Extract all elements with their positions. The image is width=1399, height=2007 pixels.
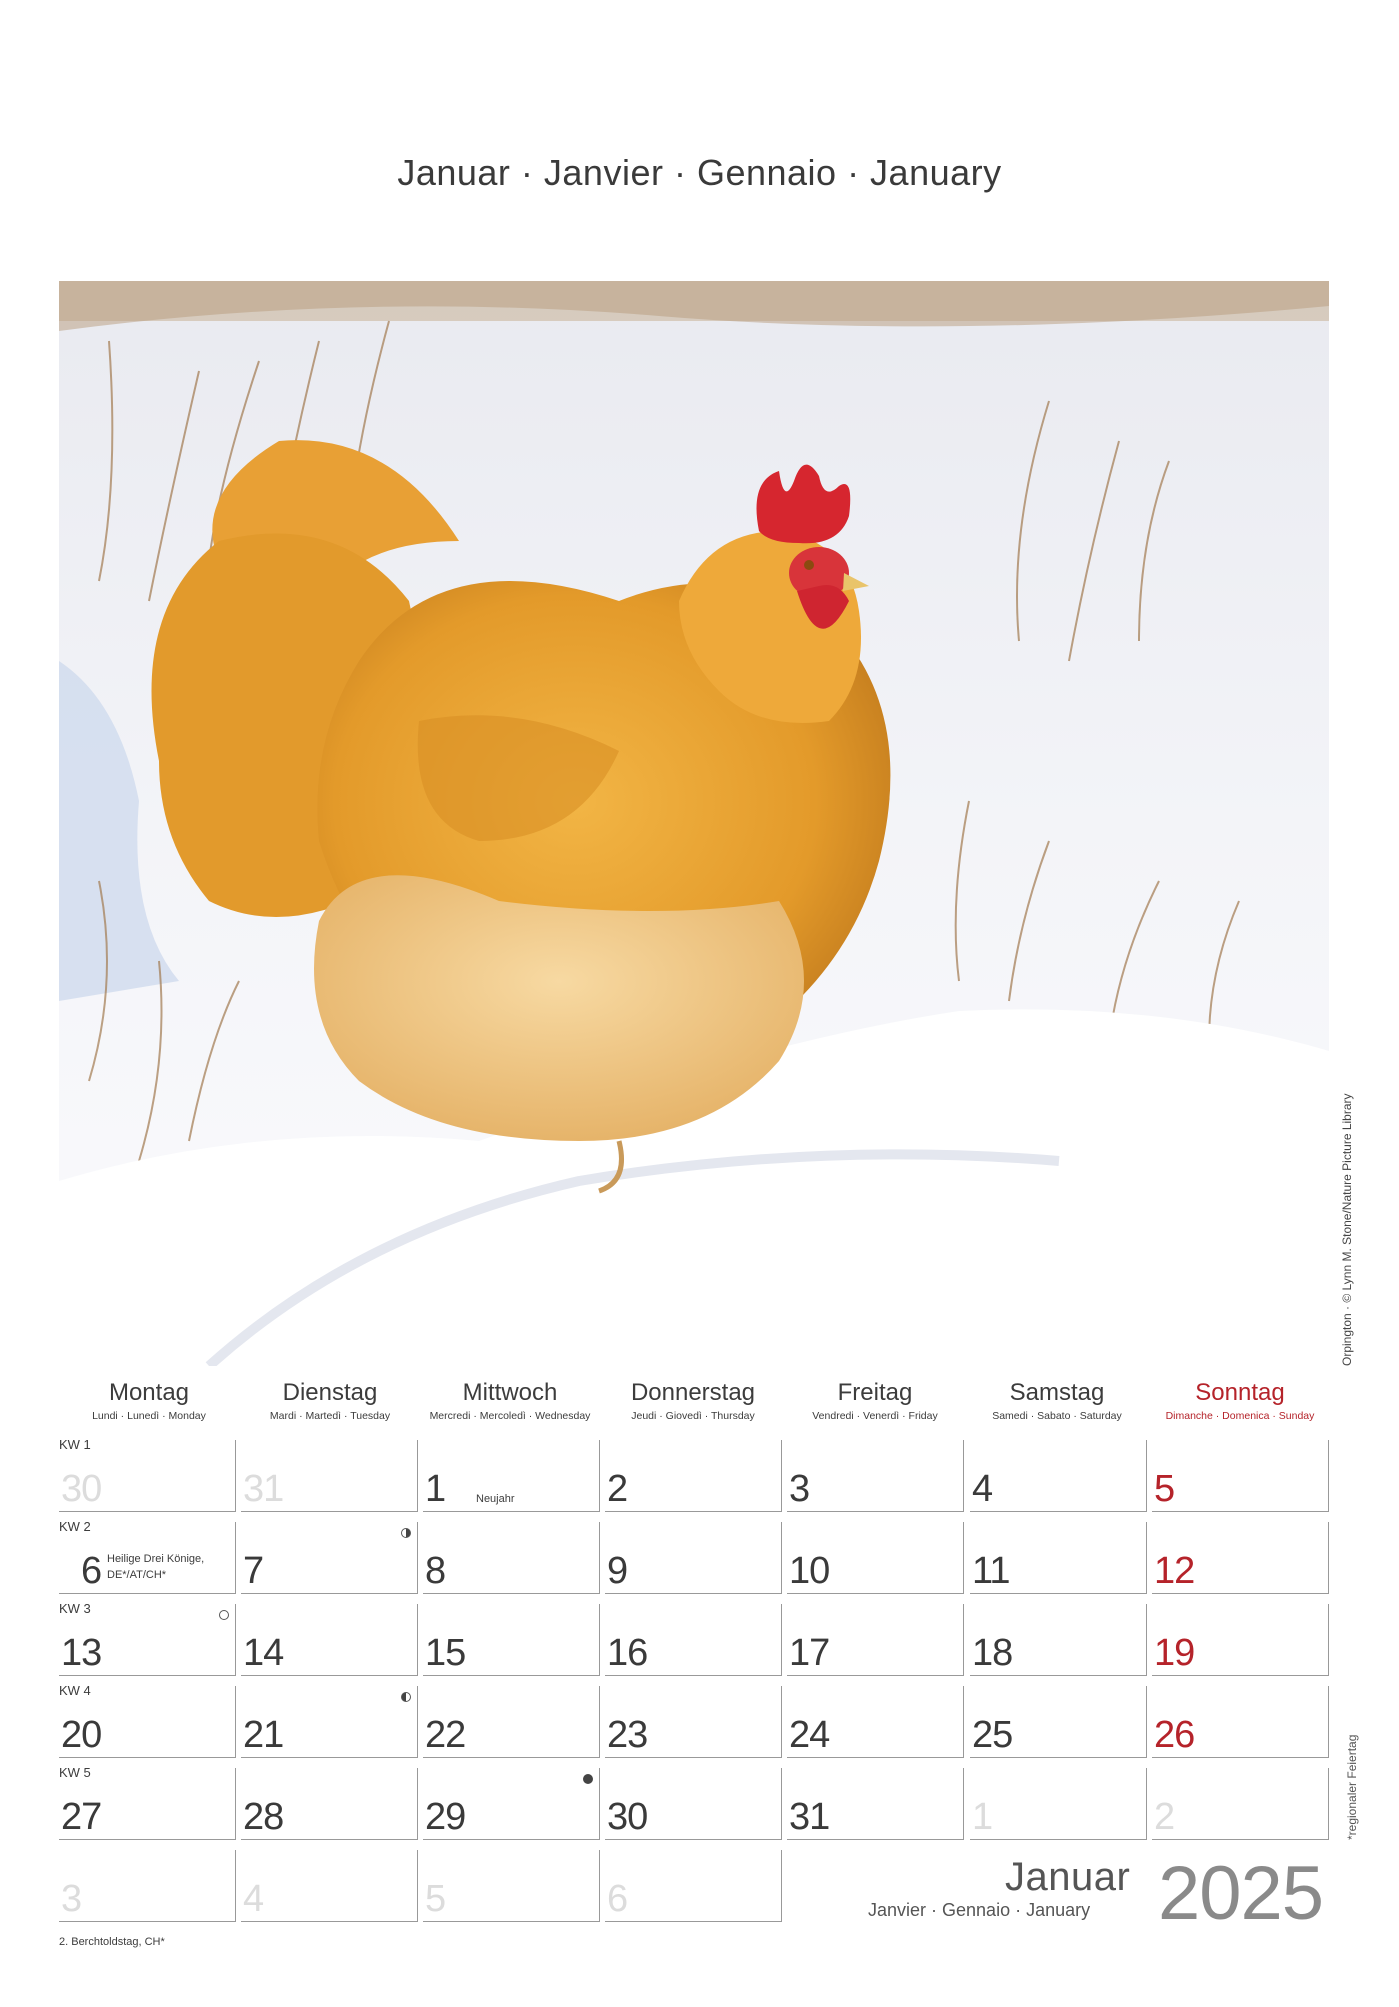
- day-cell: [605, 1686, 782, 1758]
- photo-credit: Orpington · © Lynn M. Stone/Nature Picture Library: [1340, 1093, 1354, 1366]
- day-number: 13: [61, 1632, 102, 1674]
- day-cell: [1152, 1604, 1329, 1676]
- regional-holiday-note: *regionaler Feiertag: [1345, 1734, 1359, 1840]
- weekday-translations: Dimanche · Domenica · Sunday: [1165, 1410, 1315, 1422]
- footer-month: Januar: [1005, 1855, 1131, 1899]
- weekday-label: Samstag: [1009, 1379, 1105, 1406]
- day-cell: [1152, 1686, 1329, 1758]
- day-cell: [241, 1768, 418, 1840]
- day-number: 5: [425, 1878, 446, 1920]
- day-number: 3: [789, 1468, 810, 1510]
- rooster-illustration: [59, 281, 1329, 1366]
- calendar-week-label: KW 5: [59, 1765, 91, 1780]
- day-cell: [423, 1768, 600, 1840]
- day-number: 30: [61, 1468, 102, 1510]
- day-cell: [787, 1522, 964, 1594]
- day-number: 4: [243, 1878, 264, 1920]
- day-number: 22: [425, 1714, 466, 1756]
- day-cell: [787, 1686, 964, 1758]
- day-number: 16: [607, 1632, 648, 1674]
- day-cell: [423, 1850, 600, 1922]
- weekday-translations: Vendredi · Venerdì · Friday: [812, 1410, 938, 1422]
- day-number: 14: [243, 1632, 284, 1674]
- day-number: 3: [61, 1878, 82, 1920]
- day-cell: [605, 1604, 782, 1676]
- day-cell: [787, 1768, 964, 1840]
- weekday-thursday: [603, 1378, 783, 1422]
- day-cell: [59, 1440, 236, 1512]
- day-cell: [605, 1768, 782, 1840]
- calendar-week-label: KW 2: [59, 1519, 91, 1534]
- day-number: 6: [607, 1878, 628, 1920]
- day-number: 24: [789, 1714, 830, 1756]
- weekday-wednesday: [420, 1378, 600, 1422]
- day-cell: [970, 1768, 1147, 1840]
- weekday-tuesday: [240, 1378, 420, 1422]
- day-number: 8: [425, 1550, 446, 1592]
- day-cell: [241, 1686, 418, 1758]
- day-number: 26: [1154, 1714, 1195, 1756]
- day-number: 12: [1154, 1550, 1195, 1592]
- weekday-label: Sonntag: [1195, 1379, 1285, 1406]
- day-number: 1: [972, 1796, 993, 1838]
- day-cell: [241, 1522, 418, 1594]
- footer-month-translations: Janvier · Gennaio · January: [868, 1900, 1091, 1920]
- day-cell: [970, 1604, 1147, 1676]
- weekday-translations: Jeudi · Giovedì · Thursday: [631, 1410, 755, 1422]
- holiday-label: Heilige Drei Könige,: [107, 1553, 205, 1565]
- day-number: 27: [61, 1796, 102, 1838]
- day-number: 6: [81, 1550, 102, 1592]
- rooster-photo: [59, 281, 1329, 1366]
- calendar-week-label: KW 4: [59, 1683, 91, 1698]
- day-cell: [59, 1522, 236, 1594]
- day-cell: [423, 1440, 600, 1512]
- day-cell: [241, 1850, 418, 1922]
- new-moon-icon: [583, 1774, 593, 1784]
- day-number: 18: [972, 1632, 1013, 1674]
- day-cell: [59, 1850, 236, 1922]
- holiday-label: Neujahr: [476, 1493, 515, 1505]
- weekday-label: Montag: [108, 1379, 190, 1406]
- full-moon-icon: [219, 1610, 229, 1620]
- day-cell: [1152, 1768, 1329, 1840]
- day-cell: [605, 1850, 782, 1922]
- day-cell: [1152, 1522, 1329, 1594]
- day-cell: [1152, 1440, 1329, 1512]
- day-number: 11: [972, 1550, 1010, 1592]
- page-title: Januar · Janvier · Gennaio · January: [397, 152, 1002, 193]
- day-cell: [970, 1440, 1147, 1512]
- day-number: 31: [789, 1796, 830, 1838]
- day-number: 15: [425, 1632, 466, 1674]
- day-cell: [423, 1604, 600, 1676]
- day-number: 2: [1154, 1796, 1175, 1838]
- day-cell: [423, 1522, 600, 1594]
- day-cell: [787, 1440, 964, 1512]
- day-number: 31: [243, 1468, 284, 1510]
- calendar-week-label: KW 3: [59, 1601, 91, 1616]
- weekday-monday: [59, 1378, 239, 1422]
- weekday-translations: Mardi · Martedì · Tuesday: [269, 1410, 391, 1422]
- day-cell: [970, 1686, 1147, 1758]
- day-number: 2: [607, 1468, 628, 1510]
- weekday-translations: Samedi · Sabato · Saturday: [992, 1410, 1122, 1422]
- footer-year: 2025: [1158, 1851, 1324, 1936]
- weekday-saturday: [967, 1378, 1147, 1422]
- day-number: 1: [425, 1468, 446, 1510]
- day-cell: [241, 1440, 418, 1512]
- day-cell: [605, 1522, 782, 1594]
- day-number: 30: [607, 1796, 648, 1838]
- day-number: 20: [61, 1714, 102, 1756]
- day-cell: [970, 1522, 1147, 1594]
- weekday-translations: Mercredi · Mercoledì · Wednesday: [429, 1410, 591, 1422]
- last-quarter-moon-icon: [401, 1692, 411, 1702]
- day-number: 17: [789, 1632, 830, 1674]
- weekday-sunday: [1150, 1378, 1330, 1422]
- day-number: 4: [972, 1468, 993, 1510]
- weekday-translations: Lundi · Lunedì · Monday: [92, 1410, 206, 1422]
- calendar-week-label: KW 1: [59, 1437, 91, 1452]
- footnote: 2. Berchtoldstag, CH*: [59, 1936, 165, 1948]
- weekday-label: Dienstag: [282, 1379, 378, 1406]
- day-cell: [423, 1686, 600, 1758]
- holiday-regions: DE*/AT/CH*: [107, 1569, 167, 1581]
- day-number: 19: [1154, 1632, 1195, 1674]
- day-number: 21: [243, 1714, 284, 1756]
- day-number: 29: [425, 1796, 466, 1838]
- day-number: 7: [243, 1550, 264, 1592]
- day-cell: [59, 1686, 236, 1758]
- day-number: 10: [789, 1550, 830, 1592]
- day-number: 9: [607, 1550, 628, 1592]
- day-number: 5: [1154, 1468, 1175, 1510]
- day-number: 25: [972, 1714, 1013, 1756]
- first-quarter-moon-icon: [401, 1528, 411, 1538]
- weekday-friday: [785, 1378, 965, 1422]
- day-number: 28: [243, 1796, 284, 1838]
- day-cell: [59, 1768, 236, 1840]
- weekday-label: Mittwoch: [462, 1379, 558, 1406]
- day-cell: [787, 1604, 964, 1676]
- weekday-label: Donnerstag: [630, 1379, 756, 1406]
- weekday-label: Freitag: [837, 1379, 913, 1406]
- day-cell: [605, 1440, 782, 1512]
- day-number: 23: [607, 1714, 648, 1756]
- day-cell: [59, 1604, 236, 1676]
- day-cell: [241, 1604, 418, 1676]
